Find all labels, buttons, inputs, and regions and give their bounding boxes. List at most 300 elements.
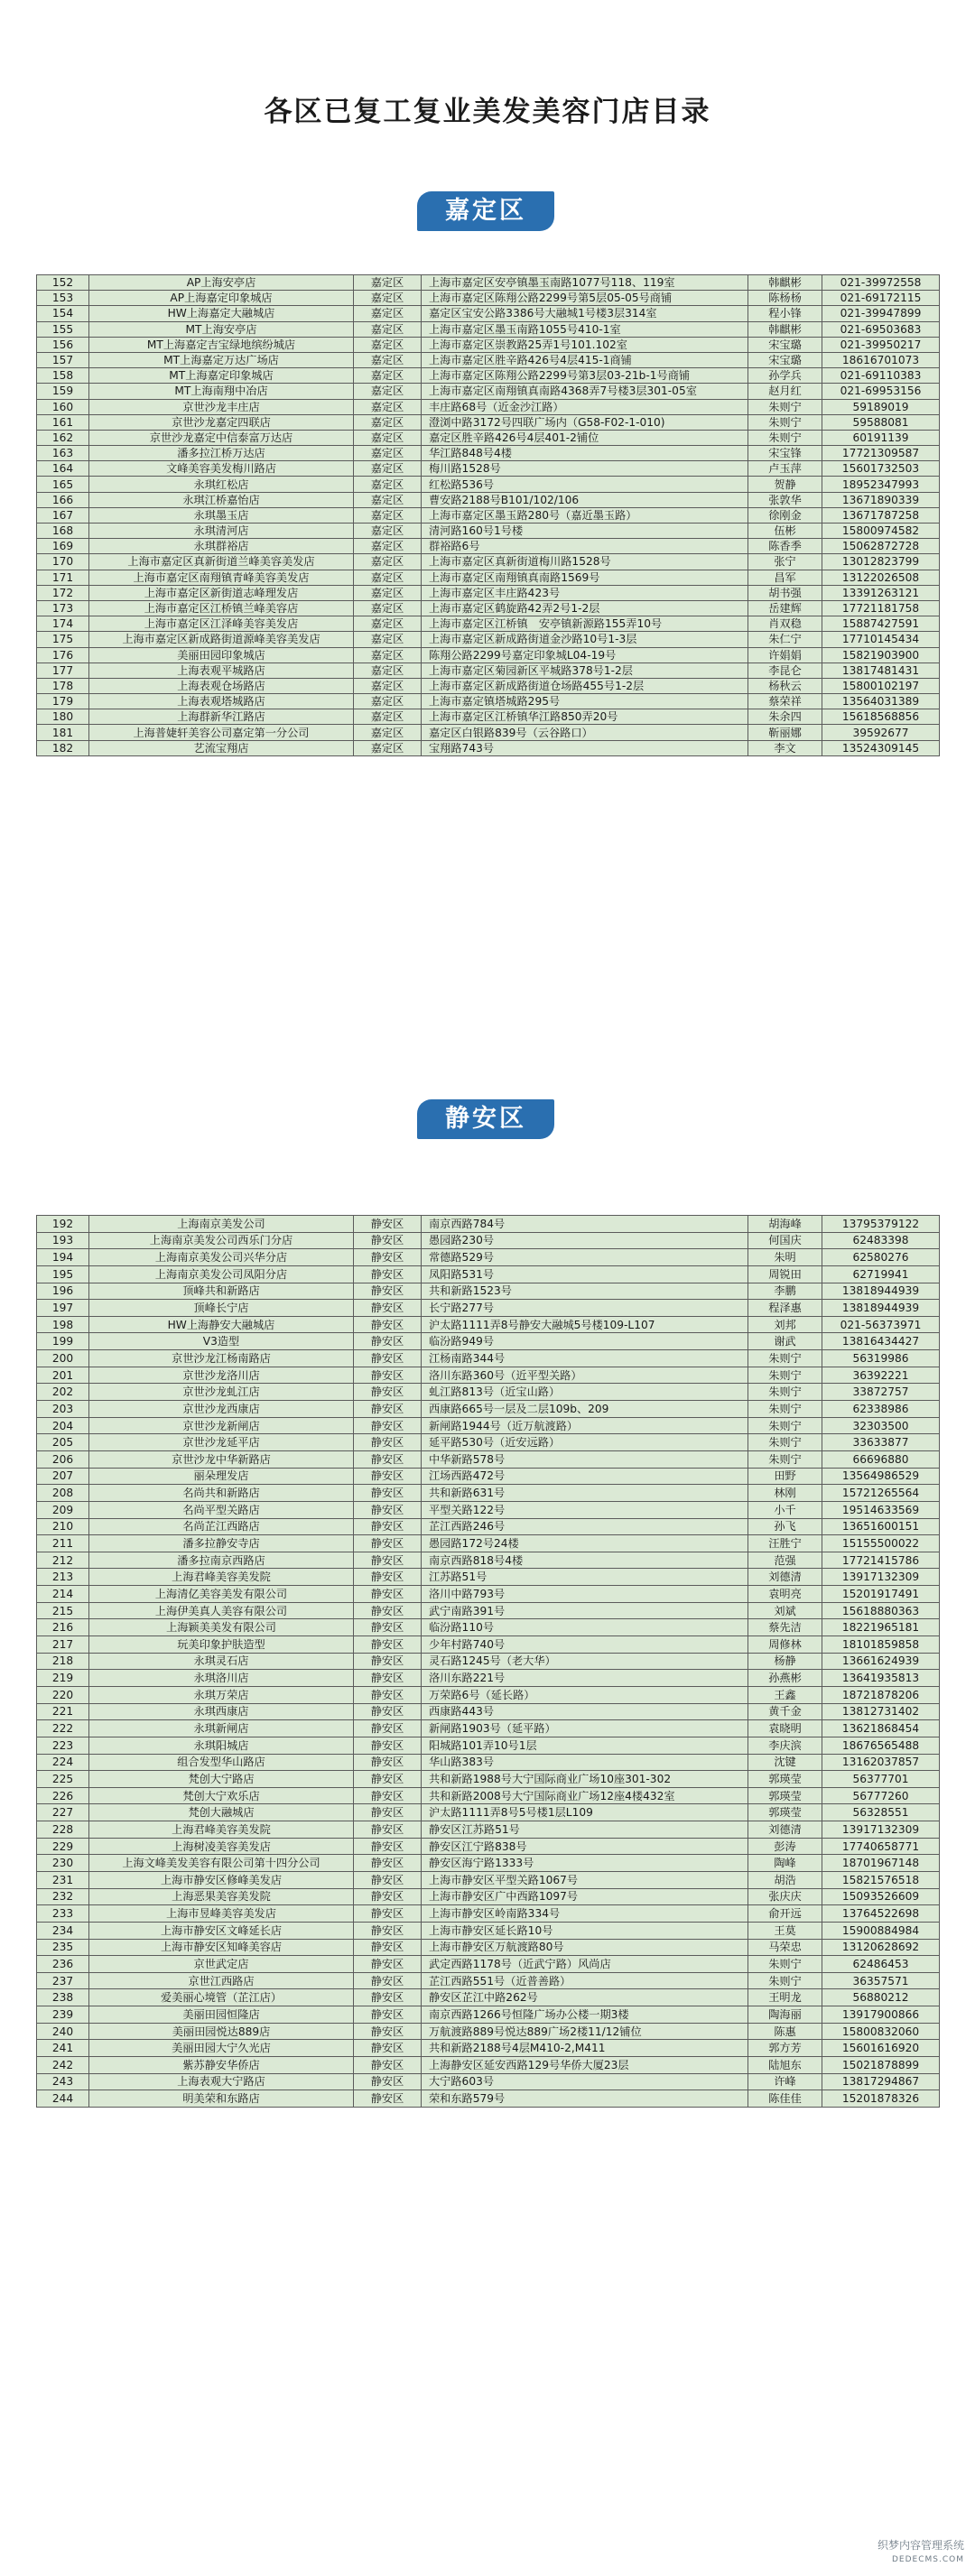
district: 嘉定区 bbox=[354, 306, 422, 321]
address: 灵石路1245号（老大华） bbox=[422, 1653, 748, 1670]
contact-person: 王莫 bbox=[748, 1922, 822, 1939]
address: 上海市嘉定区南翔镇真南路4368弄7号楼3层301-05室 bbox=[422, 384, 748, 399]
phone: 62486453 bbox=[822, 1956, 940, 1973]
contact-person: 孙学兵 bbox=[748, 368, 822, 384]
store-name: 潘多拉江桥万达店 bbox=[89, 446, 354, 461]
store-name: 上海市嘉定区江桥镇兰峰美容店 bbox=[89, 600, 354, 616]
district: 静安区 bbox=[354, 1602, 422, 1619]
table-row bbox=[37, 2023, 940, 2040]
row-number: 213 bbox=[37, 1569, 89, 1586]
address: 上海市嘉定区丰庄路423号 bbox=[422, 585, 748, 600]
table-row bbox=[37, 1804, 940, 1821]
row-number: 194 bbox=[37, 1249, 89, 1266]
address: 南京西路818号4楼 bbox=[422, 1552, 748, 1569]
phone: 18221965181 bbox=[822, 1619, 940, 1636]
table-row bbox=[37, 647, 940, 663]
store-name: 上海表观平城路店 bbox=[89, 663, 354, 678]
district: 静安区 bbox=[354, 2023, 422, 2040]
table-row bbox=[37, 1855, 940, 1872]
district: 静安区 bbox=[354, 1754, 422, 1771]
phone: 15062872728 bbox=[822, 539, 940, 554]
phone: 15721265564 bbox=[822, 1485, 940, 1502]
row-number: 224 bbox=[37, 1754, 89, 1771]
phone: 19514633569 bbox=[822, 1501, 940, 1518]
table-row bbox=[37, 1367, 940, 1384]
address: 延平路530号（近安远路） bbox=[422, 1434, 748, 1451]
contact-person: 胡海峰 bbox=[748, 1216, 822, 1233]
store-name: 永琪清河店 bbox=[89, 524, 354, 539]
row-number: 244 bbox=[37, 2090, 89, 2108]
phone: 15021878899 bbox=[822, 2057, 940, 2074]
address: 武定西路1178号（近武宁路）风尚店 bbox=[422, 1956, 748, 1973]
address: 上海市静安区平型关路1067号 bbox=[422, 1871, 748, 1888]
store-name: 爱美丽心境管（芷江店） bbox=[89, 1989, 354, 2006]
row-number: 182 bbox=[37, 740, 89, 755]
store-name: 文峰美容美发梅川路店 bbox=[89, 461, 354, 477]
address: 梅川路1528号 bbox=[422, 461, 748, 477]
phone: 13812731402 bbox=[822, 1703, 940, 1720]
phone: 15900884984 bbox=[822, 1922, 940, 1939]
row-number: 215 bbox=[37, 1602, 89, 1619]
phone: 13917900866 bbox=[822, 2006, 940, 2024]
store-name: 上海市嘉定区江泽峰美容美发店 bbox=[89, 616, 354, 632]
phone: 66696880 bbox=[822, 1450, 940, 1468]
table-row bbox=[37, 1686, 940, 1703]
phone: 15601732503 bbox=[822, 461, 940, 477]
phone: 18701967148 bbox=[822, 1855, 940, 1872]
district: 静安区 bbox=[354, 1939, 422, 1956]
phone: 13671890339 bbox=[822, 492, 940, 507]
row-number: 168 bbox=[37, 524, 89, 539]
store-name: 上海颖美美发有限公司 bbox=[89, 1619, 354, 1636]
phone: 18721878206 bbox=[822, 1686, 940, 1703]
table-row bbox=[37, 1333, 940, 1350]
contact-person: 岳建辉 bbox=[748, 600, 822, 616]
phone: 17721309587 bbox=[822, 446, 940, 461]
district: 嘉定区 bbox=[354, 461, 422, 477]
district: 静安区 bbox=[354, 1384, 422, 1401]
address: 万航渡路889号悦达889广场2楼11/12铺位 bbox=[422, 2023, 748, 2040]
phone: 18616701073 bbox=[822, 352, 940, 367]
store-name: 美丽田园大宁久光店 bbox=[89, 2040, 354, 2057]
store-name: 上海君峰美容美发院 bbox=[89, 1569, 354, 1586]
contact-person: 范强 bbox=[748, 1552, 822, 1569]
district: 静安区 bbox=[354, 2040, 422, 2057]
phone: 15618880363 bbox=[822, 1602, 940, 1619]
district: 静安区 bbox=[354, 1552, 422, 1569]
table-row bbox=[37, 1922, 940, 1939]
phone: 13122026508 bbox=[822, 570, 940, 585]
watermark-subtext: DEDECMS.COM bbox=[892, 2555, 964, 2564]
address: 清河路160号1号楼 bbox=[422, 524, 748, 539]
store-name: 上海市昱峰美容美发店 bbox=[89, 1905, 354, 1923]
district: 静安区 bbox=[354, 1300, 422, 1317]
table-row bbox=[37, 678, 940, 693]
district: 嘉定区 bbox=[354, 337, 422, 352]
store-name: 潘多拉南京西路店 bbox=[89, 1552, 354, 1569]
row-number: 157 bbox=[37, 352, 89, 367]
row-number: 231 bbox=[37, 1871, 89, 1888]
contact-person: 陈佳佳 bbox=[748, 2090, 822, 2108]
district: 嘉定区 bbox=[354, 430, 422, 445]
phone: 021-69503683 bbox=[822, 321, 940, 337]
contact-person: 郭方芳 bbox=[748, 2040, 822, 2057]
contact-person: 张敦华 bbox=[748, 492, 822, 507]
contact-person: 朱仁宁 bbox=[748, 632, 822, 647]
address: 嘉定区胜辛路426号4层401-2铺位 bbox=[422, 430, 748, 445]
store-name: 组合发型华山路店 bbox=[89, 1754, 354, 1771]
row-number: 178 bbox=[37, 678, 89, 693]
contact-person: 李文 bbox=[748, 740, 822, 755]
contact-person: 沈键 bbox=[748, 1754, 822, 1771]
table-row bbox=[37, 1888, 940, 1905]
row-number: 235 bbox=[37, 1939, 89, 1956]
address: 共和新路1523号 bbox=[422, 1283, 748, 1300]
phone: 62580276 bbox=[822, 1249, 940, 1266]
row-number: 209 bbox=[37, 1501, 89, 1518]
table-row bbox=[37, 1232, 940, 1249]
table-row bbox=[37, 2040, 940, 2057]
contact-person: 程泽惠 bbox=[748, 1300, 822, 1317]
district: 嘉定区 bbox=[354, 725, 422, 740]
row-number: 201 bbox=[37, 1367, 89, 1384]
phone: 62719941 bbox=[822, 1265, 940, 1283]
address: 芷江西路551号（近普善路） bbox=[422, 1972, 748, 1989]
row-number: 218 bbox=[37, 1653, 89, 1670]
row-number: 238 bbox=[37, 1989, 89, 2006]
phone: 17721181758 bbox=[822, 600, 940, 616]
phone: 56880212 bbox=[822, 1989, 940, 2006]
table-row bbox=[37, 600, 940, 616]
contact-person: 朱则宁 bbox=[748, 1384, 822, 1401]
table-row bbox=[37, 1754, 940, 1771]
row-number: 216 bbox=[37, 1619, 89, 1636]
contact-person: 朱则宁 bbox=[748, 399, 822, 414]
store-name: 京世沙龙江杨南路店 bbox=[89, 1350, 354, 1367]
table-row bbox=[37, 1518, 940, 1535]
table-row bbox=[37, 1501, 940, 1518]
address: 荣和东路579号 bbox=[422, 2090, 748, 2108]
district: 嘉定区 bbox=[354, 414, 422, 430]
address: 江苏路51号 bbox=[422, 1569, 748, 1586]
store-name: 京世沙龙洛川店 bbox=[89, 1367, 354, 1384]
store-name: 京世沙龙西康店 bbox=[89, 1401, 354, 1418]
store-name: 京世沙龙嘉定四联店 bbox=[89, 414, 354, 430]
district: 嘉定区 bbox=[354, 492, 422, 507]
row-number: 205 bbox=[37, 1434, 89, 1451]
district: 静安区 bbox=[354, 1434, 422, 1451]
table-row bbox=[37, 539, 940, 554]
address: 静安区江苏路51号 bbox=[422, 1821, 748, 1839]
row-number: 164 bbox=[37, 461, 89, 477]
row-number: 180 bbox=[37, 709, 89, 725]
contact-person: 陶峰 bbox=[748, 1855, 822, 1872]
store-name: 永琪红松店 bbox=[89, 477, 354, 492]
store-name: 京世沙龙中华新路店 bbox=[89, 1450, 354, 1468]
row-number: 199 bbox=[37, 1333, 89, 1350]
row-number: 154 bbox=[37, 306, 89, 321]
district: 嘉定区 bbox=[354, 694, 422, 709]
table-row bbox=[37, 1905, 940, 1923]
row-number: 203 bbox=[37, 1401, 89, 1418]
district: 静安区 bbox=[354, 1636, 422, 1654]
table-row bbox=[37, 446, 940, 461]
contact-person: 陈杨杨 bbox=[748, 291, 822, 306]
contact-person: 谢武 bbox=[748, 1333, 822, 1350]
district: 静安区 bbox=[354, 1333, 422, 1350]
table-row bbox=[37, 1216, 940, 1233]
row-number: 208 bbox=[37, 1485, 89, 1502]
district: 嘉定区 bbox=[354, 275, 422, 291]
table-row bbox=[37, 1300, 940, 1317]
table-row bbox=[37, 1350, 940, 1367]
phone: 021-69172115 bbox=[822, 291, 940, 306]
address: 上海市静安区广中西路1097号 bbox=[422, 1888, 748, 1905]
address: 上海市嘉定区陈翔公路2299号第3层03-21b-1号商铺 bbox=[422, 368, 748, 384]
district: 静安区 bbox=[354, 2090, 422, 2108]
phone: 15821576518 bbox=[822, 1871, 940, 1888]
store-table-jiading bbox=[36, 274, 940, 756]
phone: 33872757 bbox=[822, 1384, 940, 1401]
table-row bbox=[37, 1569, 940, 1586]
contact-person: 伍彬 bbox=[748, 524, 822, 539]
district: 嘉定区 bbox=[354, 384, 422, 399]
address: 红松路536号 bbox=[422, 477, 748, 492]
contact-person: 朱则宁 bbox=[748, 1450, 822, 1468]
district: 静安区 bbox=[354, 1922, 422, 1939]
store-name: 上海树凌美容美发店 bbox=[89, 1838, 354, 1855]
address: 群裕路6号 bbox=[422, 539, 748, 554]
store-name: 上海君峰美容美发院 bbox=[89, 1821, 354, 1839]
district: 嘉定区 bbox=[354, 554, 422, 570]
phone: 13818944939 bbox=[822, 1300, 940, 1317]
store-name: 永琪西康店 bbox=[89, 1703, 354, 1720]
phone: 13817481431 bbox=[822, 663, 940, 678]
row-number: 229 bbox=[37, 1838, 89, 1855]
store-name: AP上海安亭店 bbox=[89, 275, 354, 291]
page-title: 各区已复工复业美发美容门店目录 bbox=[264, 96, 711, 128]
address: 华山路383号 bbox=[422, 1754, 748, 1771]
row-number: 217 bbox=[37, 1636, 89, 1654]
district: 静安区 bbox=[354, 1972, 422, 1989]
store-name: 潘多拉静安寺店 bbox=[89, 1535, 354, 1552]
phone: 13621868454 bbox=[822, 1720, 940, 1737]
store-name: 永琪新闸店 bbox=[89, 1720, 354, 1737]
contact-person: 陆旭东 bbox=[748, 2057, 822, 2074]
contact-person: 肖双稳 bbox=[748, 616, 822, 632]
district: 静安区 bbox=[354, 2006, 422, 2024]
table-row bbox=[37, 1434, 940, 1451]
address: 上海市静安区万航渡路80号 bbox=[422, 1939, 748, 1956]
district: 嘉定区 bbox=[354, 539, 422, 554]
row-number: 226 bbox=[37, 1787, 89, 1804]
table-row bbox=[37, 694, 940, 709]
district: 嘉定区 bbox=[354, 352, 422, 367]
address: 上海市嘉定区新成路街道仓场路455号1-2层 bbox=[422, 678, 748, 693]
phone: 13816434427 bbox=[822, 1333, 940, 1350]
address: 新闸路1944号（近万航渡路） bbox=[422, 1417, 748, 1434]
contact-person: 朱则宁 bbox=[748, 414, 822, 430]
district: 嘉定区 bbox=[354, 740, 422, 755]
row-number: 210 bbox=[37, 1518, 89, 1535]
row-number: 196 bbox=[37, 1283, 89, 1300]
address: 愚园路230号 bbox=[422, 1232, 748, 1249]
store-name: MT上海嘉定印象城店 bbox=[89, 368, 354, 384]
table-row bbox=[37, 321, 940, 337]
phone: 13564031389 bbox=[822, 694, 940, 709]
contact-person: 朱则宁 bbox=[748, 1972, 822, 1989]
address: 阳城路101弄10号1层 bbox=[422, 1737, 748, 1754]
phone: 021-39972558 bbox=[822, 275, 940, 291]
contact-person: 李庆滨 bbox=[748, 1737, 822, 1754]
district: 嘉定区 bbox=[354, 616, 422, 632]
store-name: 顶峰长宁店 bbox=[89, 1300, 354, 1317]
row-number: 232 bbox=[37, 1888, 89, 1905]
row-number: 239 bbox=[37, 2006, 89, 2024]
store-name: 明美荣和东路店 bbox=[89, 2090, 354, 2108]
store-name: 上海南京美发公司凤阳分店 bbox=[89, 1265, 354, 1283]
address: 万荣路6号（延长路） bbox=[422, 1686, 748, 1703]
store-name: 京世沙龙虬江店 bbox=[89, 1384, 354, 1401]
row-number: 202 bbox=[37, 1384, 89, 1401]
address: 上海市静安区延长路10号 bbox=[422, 1922, 748, 1939]
row-number: 158 bbox=[37, 368, 89, 384]
address: 静安区海宁路1333号 bbox=[422, 1855, 748, 1872]
phone: 62338986 bbox=[822, 1401, 940, 1418]
table-row bbox=[37, 1316, 940, 1333]
address: 曹安路2188号B101/102/106 bbox=[422, 492, 748, 507]
contact-person: 郭瑛莹 bbox=[748, 1787, 822, 1804]
contact-person: 宋宝璐 bbox=[748, 352, 822, 367]
phone: 13917132309 bbox=[822, 1569, 940, 1586]
address: 南京西路1266号恒隆广场办公楼一期3楼 bbox=[422, 2006, 748, 2024]
row-number: 160 bbox=[37, 399, 89, 414]
store-name: MT上海安亭店 bbox=[89, 321, 354, 337]
district: 静安区 bbox=[354, 1232, 422, 1249]
table-row bbox=[37, 1787, 940, 1804]
table-row bbox=[37, 275, 940, 291]
row-number: 227 bbox=[37, 1804, 89, 1821]
address: 嘉定区白银路839号（云谷路口） bbox=[422, 725, 748, 740]
district: 静安区 bbox=[354, 1468, 422, 1485]
district: 嘉定区 bbox=[354, 570, 422, 585]
row-number: 181 bbox=[37, 725, 89, 740]
address: 上海市嘉定区南翔镇真南路1569号 bbox=[422, 570, 748, 585]
phone: 15201917491 bbox=[822, 1586, 940, 1603]
phone: 36392221 bbox=[822, 1367, 940, 1384]
district: 嘉定区 bbox=[354, 709, 422, 725]
district: 静安区 bbox=[354, 1838, 422, 1855]
district: 静安区 bbox=[354, 1450, 422, 1468]
contact-person: 靳丽娜 bbox=[748, 725, 822, 740]
table-row bbox=[37, 399, 940, 414]
table-row bbox=[37, 2057, 940, 2074]
contact-person: 王鑫 bbox=[748, 1686, 822, 1703]
contact-person: 孙飞 bbox=[748, 1518, 822, 1535]
address: 上海市嘉定区崇教路25弄1号101.102室 bbox=[422, 337, 748, 352]
phone: 56777260 bbox=[822, 1787, 940, 1804]
district: 嘉定区 bbox=[354, 647, 422, 663]
row-number: 214 bbox=[37, 1586, 89, 1603]
table-row bbox=[37, 1771, 940, 1788]
row-number: 219 bbox=[37, 1670, 89, 1687]
row-number: 170 bbox=[37, 554, 89, 570]
phone: 17740658771 bbox=[822, 1838, 940, 1855]
district: 静安区 bbox=[354, 1401, 422, 1418]
district-badge-jiading: 嘉定区 bbox=[417, 191, 554, 231]
store-name: 上海表观仓场路店 bbox=[89, 678, 354, 693]
district: 静安区 bbox=[354, 1989, 422, 2006]
row-number: 241 bbox=[37, 2040, 89, 2057]
address: 静安区江宁路838号 bbox=[422, 1838, 748, 1855]
contact-person: 马荣忠 bbox=[748, 1939, 822, 1956]
row-number: 159 bbox=[37, 384, 89, 399]
row-number: 166 bbox=[37, 492, 89, 507]
store-name: 梵创大宁欢乐店 bbox=[89, 1787, 354, 1804]
district: 静安区 bbox=[354, 1417, 422, 1434]
district: 静安区 bbox=[354, 1249, 422, 1266]
store-name: 丽朵理发店 bbox=[89, 1468, 354, 1485]
address: 虬江路813号（近宝山路） bbox=[422, 1384, 748, 1401]
phone: 021-39950217 bbox=[822, 337, 940, 352]
store-name: 上海伊美真人美容有限公司 bbox=[89, 1602, 354, 1619]
address: 陈翔公路2299号嘉定印象城L04-19号 bbox=[422, 647, 748, 663]
address: 江杨南路344号 bbox=[422, 1350, 748, 1367]
address: 凤阳路531号 bbox=[422, 1265, 748, 1283]
table-row bbox=[37, 1838, 940, 1855]
contact-person: 林刚 bbox=[748, 1485, 822, 1502]
phone: 13524309145 bbox=[822, 740, 940, 755]
contact-person: 朱则宁 bbox=[748, 430, 822, 445]
store-name: 上海恶果美容美发院 bbox=[89, 1888, 354, 1905]
address: 洛川东路221号 bbox=[422, 1670, 748, 1687]
address: 平型关路122号 bbox=[422, 1501, 748, 1518]
table-row bbox=[37, 291, 940, 306]
table-row bbox=[37, 461, 940, 477]
store-name: 永琪洛川店 bbox=[89, 1670, 354, 1687]
row-number: 167 bbox=[37, 507, 89, 523]
contact-person: 杨秋云 bbox=[748, 678, 822, 693]
contact-person: 俞开远 bbox=[748, 1905, 822, 1923]
district: 静安区 bbox=[354, 2057, 422, 2074]
row-number: 198 bbox=[37, 1316, 89, 1333]
contact-person: 周修林 bbox=[748, 1636, 822, 1654]
address: 洛川中路793号 bbox=[422, 1586, 748, 1603]
table-row bbox=[37, 1602, 940, 1619]
store-name: 京世江西路店 bbox=[89, 1972, 354, 1989]
contact-person: 黄千金 bbox=[748, 1703, 822, 1720]
store-name: 上海南京美发公司西乐门分店 bbox=[89, 1232, 354, 1249]
address: 少年村路740号 bbox=[422, 1636, 748, 1654]
store-name: 上海市静安区文峰延长店 bbox=[89, 1922, 354, 1939]
store-name: 梵创大宁路店 bbox=[89, 1771, 354, 1788]
district: 静安区 bbox=[354, 1821, 422, 1839]
table-row bbox=[37, 709, 940, 725]
district: 静安区 bbox=[354, 1569, 422, 1586]
contact-person: 许峰 bbox=[748, 2073, 822, 2090]
row-number: 163 bbox=[37, 446, 89, 461]
row-number: 240 bbox=[37, 2023, 89, 2040]
store-name: 上海市嘉定区新街道志峰理发店 bbox=[89, 585, 354, 600]
row-number: 222 bbox=[37, 1720, 89, 1737]
row-number: 228 bbox=[37, 1821, 89, 1839]
table-row bbox=[37, 306, 940, 321]
store-name: 上海表观塔城路店 bbox=[89, 694, 354, 709]
address: 上海市嘉定区新成路街道金沙路10号1-3层 bbox=[422, 632, 748, 647]
table-row bbox=[37, 1636, 940, 1654]
store-name: MT上海南翔中冶店 bbox=[89, 384, 354, 399]
address: 南京西路784号 bbox=[422, 1216, 748, 1233]
